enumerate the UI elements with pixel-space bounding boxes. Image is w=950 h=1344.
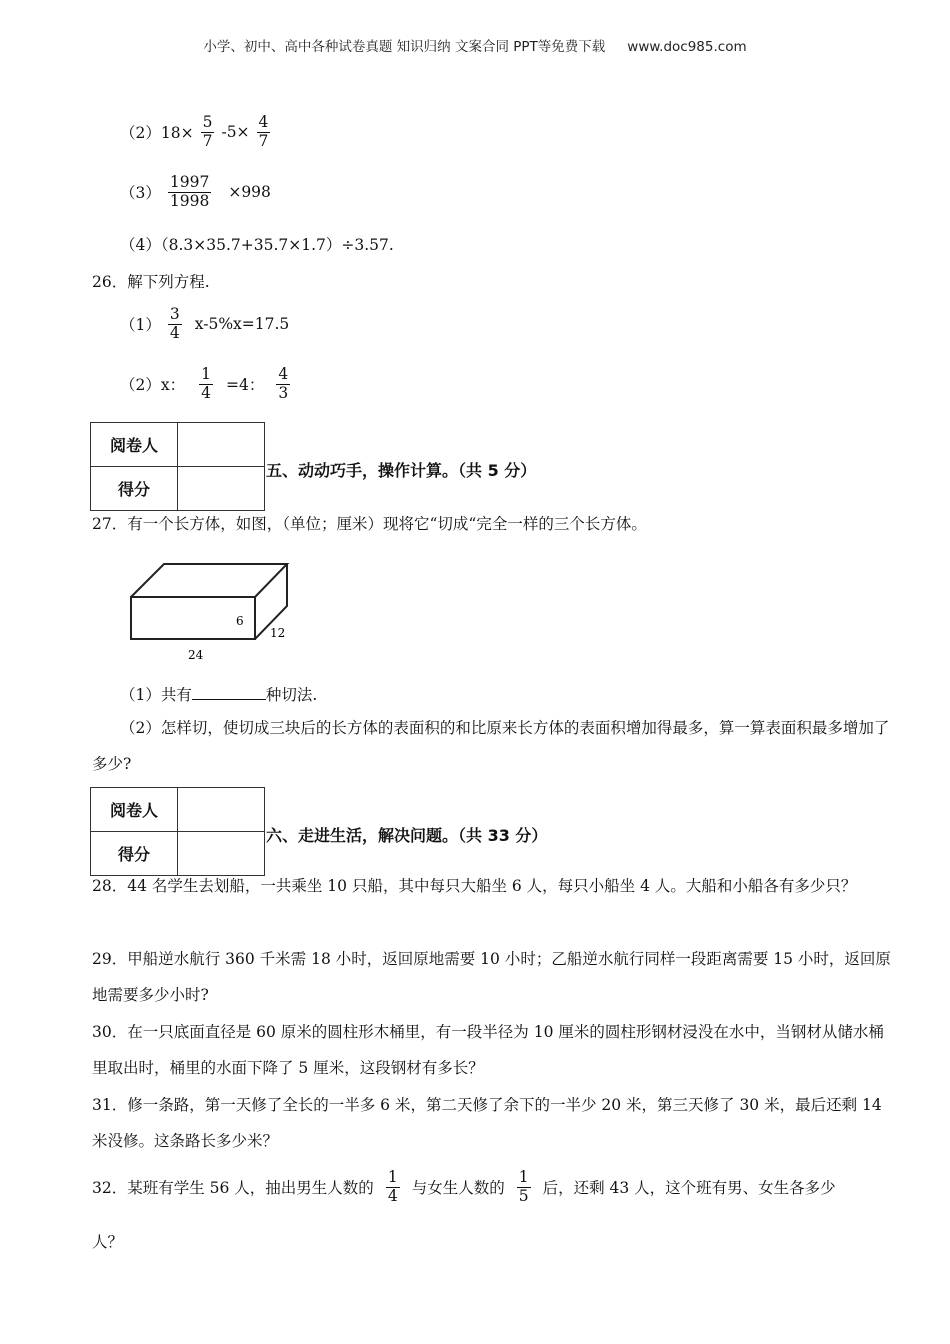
cuboid-figure <box>124 555 294 665</box>
fraction: $\frac{4}{3}$ <box>278 365 289 402</box>
score-label: 得分 <box>91 467 178 511</box>
q26-part1: （1） $\frac{3}{4}$ x-5%x=17.5 <box>120 305 290 342</box>
score-table <box>90 787 265 876</box>
score-label: 得分 <box>91 832 178 876</box>
q25-part3: （3） $\frac{1997}{1998}$ ×998 <box>120 173 271 210</box>
reviewer-cell[interactable] <box>178 788 265 832</box>
answer-blank[interactable] <box>192 685 266 700</box>
q27-text: 27．有一个长方体，如图，（单位；厘米）现将它“切成“完全一样的三个长方体。 <box>92 515 647 533</box>
cuboid-top-face <box>131 564 287 597</box>
score-cell[interactable] <box>178 467 265 511</box>
section-5-title: 五、动动巧手，操作计算。（共 5 分） <box>266 461 537 480</box>
fraction: $\frac{4}{7}$ <box>258 113 269 150</box>
q25-part4: （4）（8.3×35.7+35.7×1.7）÷3.57. <box>120 236 394 254</box>
q28-text: 28．44 名学生去划船，一共乘坐 10 只船，其中每只大船坐 6 人，每只小船坐 4 人。大船和小船各有多少只？ <box>92 877 857 895</box>
section-6-title: 六、走进生活，解决问题。（共 33 分） <box>266 826 548 845</box>
width-label: 12 <box>270 626 286 640</box>
length-label: 24 <box>188 648 204 662</box>
header-text: 小学、初中、高中各种试卷真题 知识归纳 文案合同 PPT等免费下载 <box>203 39 606 55</box>
page-header <box>0 35 950 55</box>
q32-text: 32．某班有学生 56 人，抽出男生人数的 $\frac{1}{4}$ 与女生人数的 $\frac{1}{5}$ 后，还剩 43 人，这个班有男、女生各多少 <box>92 1168 836 1205</box>
q27-part1: （1）共有 种切法. <box>120 686 318 704</box>
reviewer-label: 阅卷人 <box>91 423 178 467</box>
header-url[interactable]: www.doc985.com <box>627 39 747 55</box>
height-label: 6 <box>236 614 244 628</box>
reviewer-cell[interactable] <box>178 423 265 467</box>
q26-title: 26．解下列方程. <box>92 273 210 291</box>
q30-text: 30．在一只底面直径是 60 原米的圆柱形木桶里，有一段半径为 10 厘米的圆柱形钢材浸没在水中，当钢材从储水桶里取出时，桶里的水面下降了 5 厘米，这段钢材有多长？ <box>92 1023 884 1077</box>
q31-text: 31．修一条路，第一天修了全长的一半多 6 米，第二天修了余下的一半少 20 米，第三天修了 30 米，最后还剩 14 米没修。这条路长多少米？ <box>92 1096 882 1150</box>
fraction: $\frac{5}{7}$ <box>202 113 213 150</box>
reviewer-label: 阅卷人 <box>91 788 178 832</box>
fraction: $\frac{3}{4}$ <box>169 305 180 342</box>
q26-part2: （2）x： $\frac{1}{4}$ =4： $\frac{4}{3}$ <box>120 365 289 402</box>
fraction: $\frac{1}{4}$ <box>387 1168 398 1205</box>
q29-text: 29．甲船逆水航行 360 千米需 18 小时，返回原地需要 10 小时；乙船逆水航行同样一段距离需要 15 小时，返回原地需要多少小时? <box>92 950 891 1004</box>
fraction: $\frac{1997}{1998}$ <box>169 173 210 210</box>
score-table <box>90 422 265 511</box>
q27-part2: （2）怎样切，使切成三块后的长方体的表面积的和比原来长方体的表面积增加得最多，算一算表面积最多增加了多少? <box>92 719 890 773</box>
fraction: $\frac{1}{4}$ <box>201 365 211 402</box>
q32-tail: 人？ <box>92 1233 124 1251</box>
q25-part2: （2）18× $\frac{5}{7}$ -5× $\frac{4}{7}$ <box>120 113 269 150</box>
fraction: $\frac{1}{5}$ <box>518 1168 529 1205</box>
